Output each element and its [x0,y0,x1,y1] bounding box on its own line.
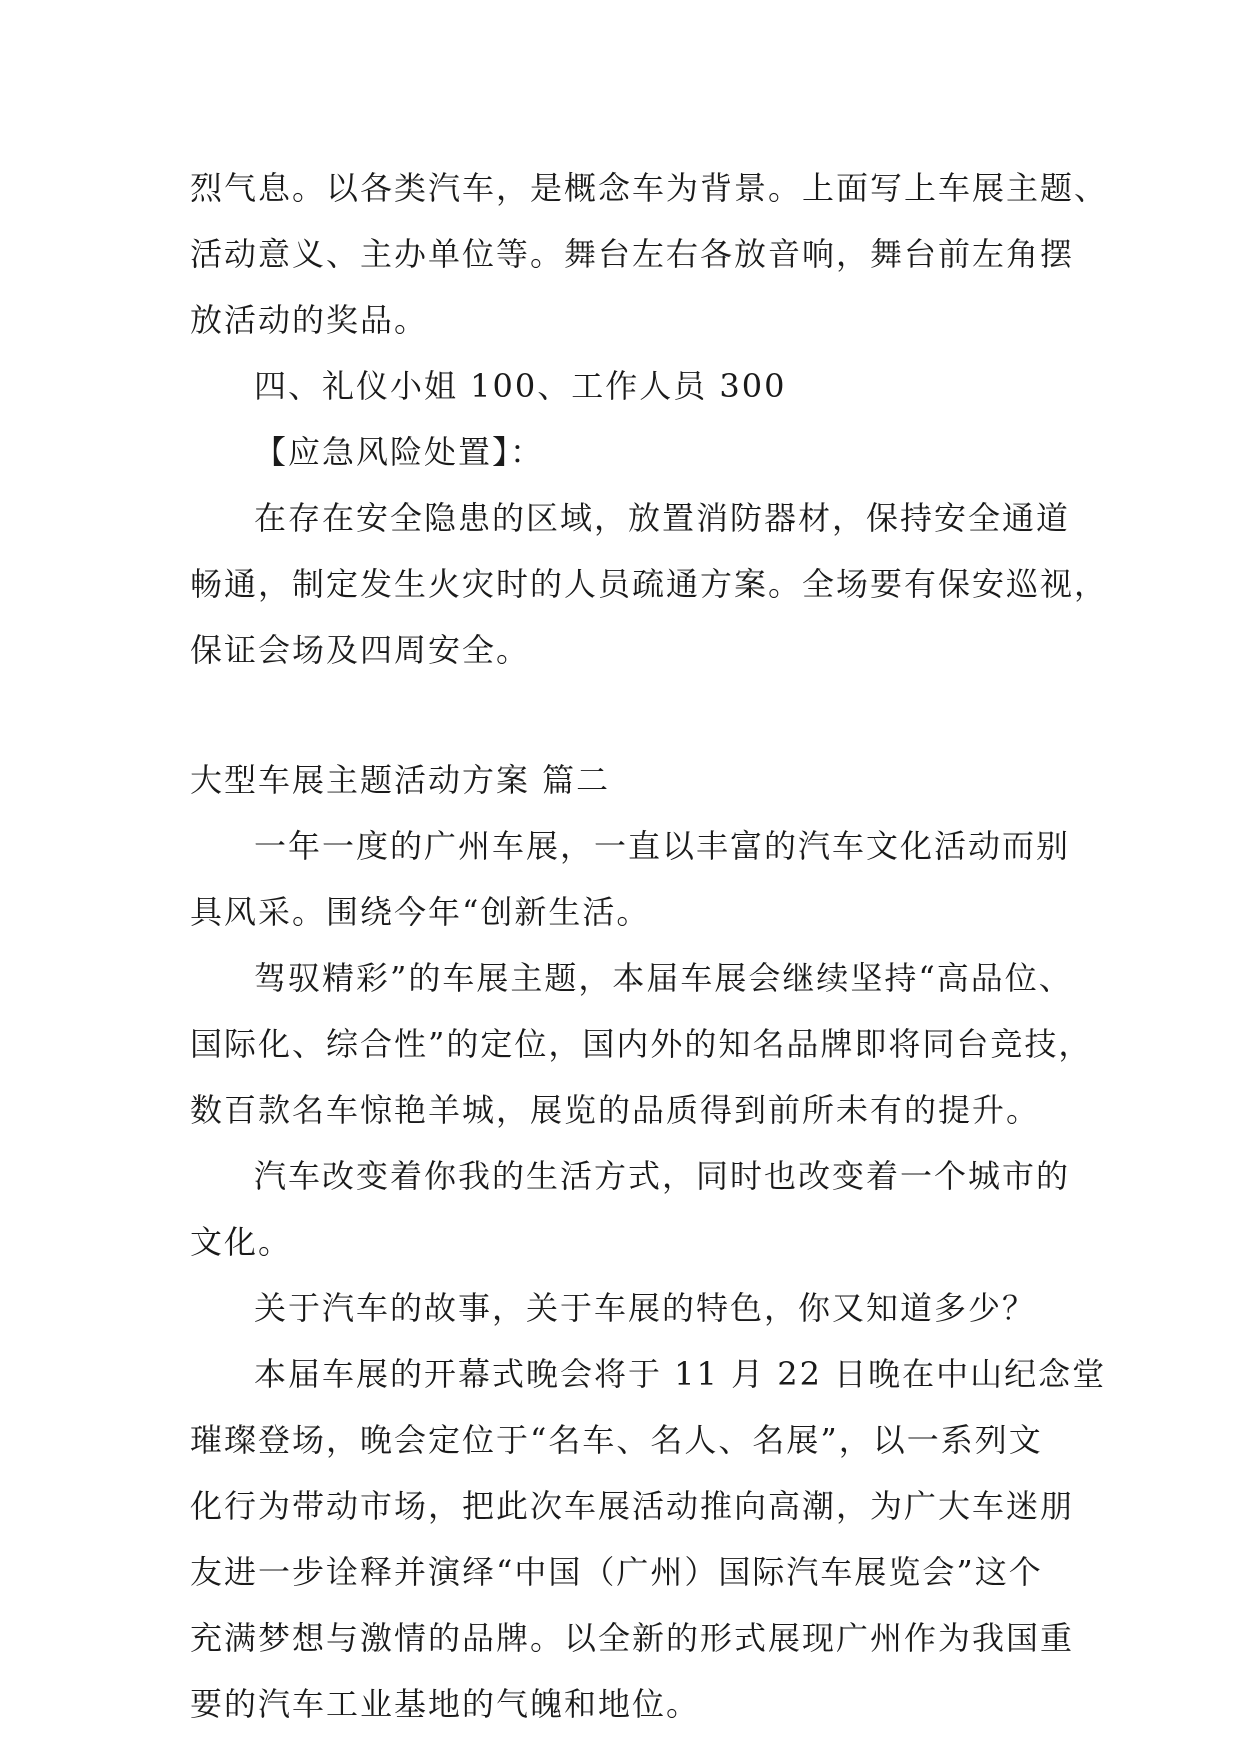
text-line: 璀璨登场，晚会定位于“名车、名人、名展”，以一系列文 [190,1421,1043,1459]
text-line: 国际化、综合性”的定位，国内外的知名品牌即将同台竞技， [190,1025,1093,1063]
text-line: 汽车改变着你我的生活方式，同时也改变着一个城市的 [254,1157,1071,1195]
text-line: 友进一步诠释并演绎“中国（广州）国际汽车展览会”这个 [190,1553,1043,1591]
text-line: 畅通，制定发生火灾时的人员疏通方案。全场要有保安巡视， [190,565,1109,603]
section-heading: 【应急风险处置】： [254,433,545,471]
list-item: 四、礼仪小姐 100、工作人员 300 [254,367,787,405]
text-line: 一年一度的广州车展，一直以丰富的汽车文化活动而别 [254,827,1071,865]
text-line: 驾驭精彩”的车展主题，本届车展会继续坚持“高品位、 [254,959,1073,997]
text-line: 在存在安全隐患的区域，放置消防器材，保持安全通道 [254,499,1071,537]
text-line: 充满梦想与激情的品牌。以全新的形式展现广州作为我国重 [190,1619,1075,1657]
text-line: 要的汽车工业基地的气魄和地位。 [190,1685,701,1723]
text-line: 本届车展的开幕式晚会将于 11 月 22 日晚在中山纪念堂 [254,1355,1107,1393]
text-line: 放活动的奖品。 [190,301,429,339]
text-line: 关于汽车的故事，关于车展的特色，你又知道多少？ [254,1289,1037,1327]
text-line: 具风采。围绕今年“创新生活。 [190,893,651,931]
text-line: 数百款名车惊艳羊城，展览的品质得到前所未有的提升。 [190,1091,1041,1129]
text-line: 文化。 [190,1223,293,1261]
article-title: 大型车展主题活动方案 篇二 [190,761,611,799]
text-line: 活动意义、主办单位等。舞台左右各放音响，舞台前左角摆 [190,235,1075,273]
text-line: 保证会场及四周安全。 [190,631,531,669]
text-line: 化行为带动市场，把此次车展活动推向高潮，为广大车迷朋 [190,1487,1075,1525]
text-line: 烈气息。以各类汽车，是概念车为背景。上面写上车展主题、 [190,169,1109,207]
